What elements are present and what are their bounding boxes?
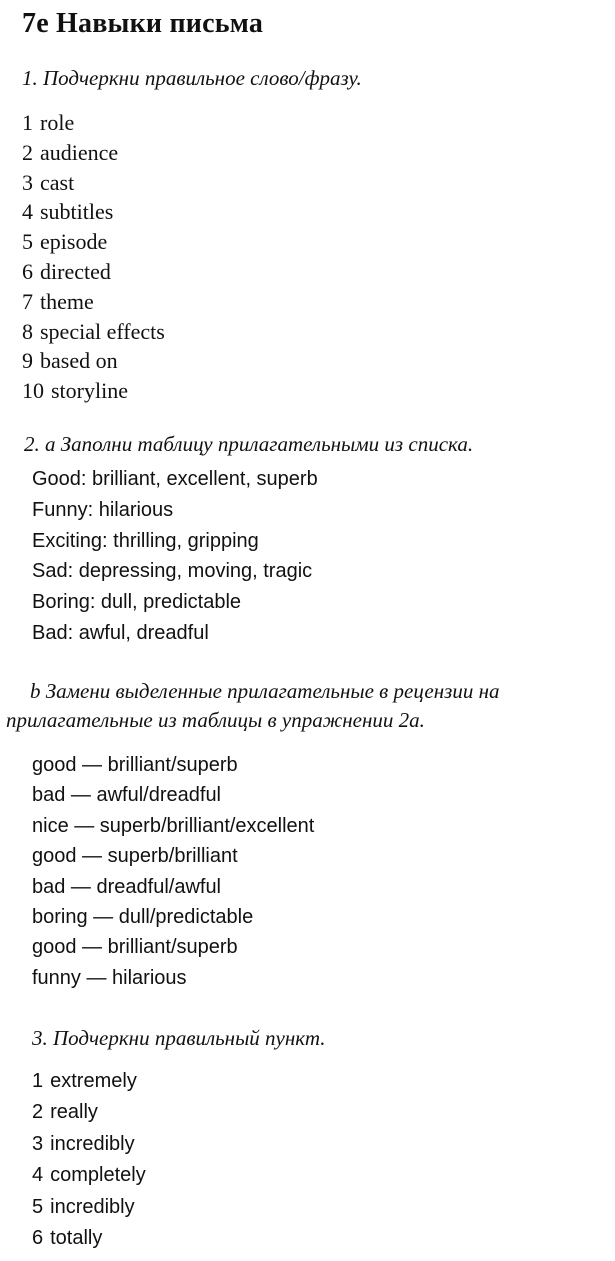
task-3-answer-list [32, 1066, 146, 1254]
list-item: 1 extremely [32, 1070, 137, 1092]
list-item: 6 totally [32, 1226, 103, 1249]
task-1-answer-list [22, 108, 165, 406]
task-1-instruction: 1. Подчеркни правильное слово/фразу. [22, 66, 362, 90]
list-item: 9 based on [22, 348, 118, 374]
list-item: 3 incredibly [32, 1132, 135, 1155]
list-item: 1 role [22, 110, 75, 135]
list-item: 6 directed [22, 258, 111, 284]
list-item: 4 subtitles [22, 199, 114, 225]
task-3-instruction: 3. Подчеркни правильный пункт. [32, 1026, 326, 1050]
list-item: Exciting: thrilling, gripping [32, 529, 259, 552]
list-item: boring — dull/predictable [32, 905, 254, 928]
list-item: nice — superb/brilliant/excellent [32, 814, 315, 837]
list-item: bad — awful/dreadful [32, 784, 222, 807]
task-2b-instruction-line2: прилагательные из таблицы в упражнении 2a. [6, 708, 425, 732]
list-item: 7 theme [22, 288, 94, 314]
list-item: good — brilliant/superb [32, 754, 238, 776]
list-item: Sad: depressing, moving, tragic [32, 560, 313, 583]
list-item: Good: brilliant, excellent, superb [32, 468, 318, 490]
list-item: Funny: hilarious [32, 498, 174, 521]
list-item: Boring: dull, predictable [32, 591, 242, 614]
list-item: 2 audience [22, 139, 119, 165]
list-item: 5 episode [22, 229, 108, 255]
list-item: Bad: awful, dreadful [32, 621, 209, 644]
list-item: funny — hilarious [32, 966, 187, 989]
task-2a-instruction: 2. a Заполни таблицу прилагательными из списка. [24, 432, 474, 456]
page-title: 7e Навыки письма [22, 8, 264, 39]
list-item: 10 storyline [22, 378, 128, 404]
task-2b-answer-list [32, 750, 314, 993]
list-item: good — brilliant/superb [32, 936, 238, 959]
task-2b-instruction-line1: b Замени выделенные прилагательные в рецензии на [30, 679, 500, 703]
list-item: bad — dreadful/awful [32, 875, 222, 898]
list-item: 8 special effects [22, 318, 165, 344]
list-item: 4 completely [32, 1164, 146, 1187]
list-item: 2 really [32, 1101, 98, 1124]
list-item: good — superb/brilliant [32, 845, 238, 868]
list-item: 5 incredibly [32, 1195, 135, 1218]
task-2a-answer-list [32, 464, 318, 649]
list-item: 3 cast [22, 169, 75, 195]
